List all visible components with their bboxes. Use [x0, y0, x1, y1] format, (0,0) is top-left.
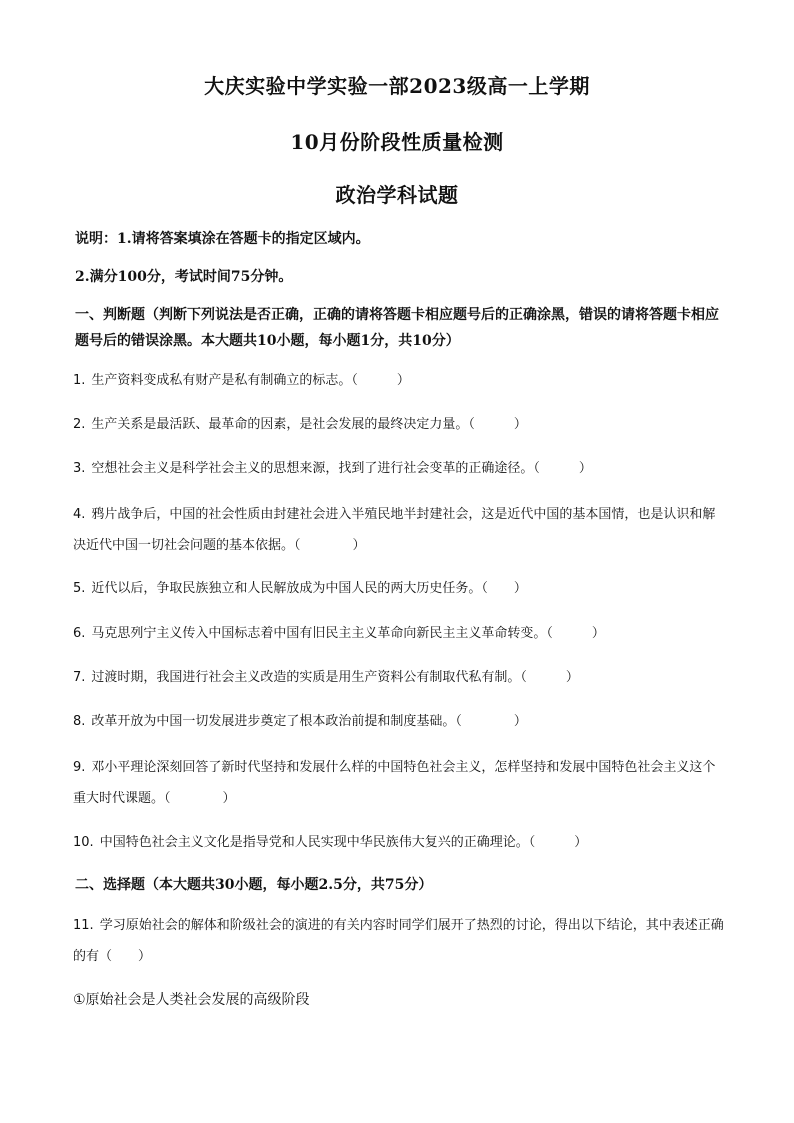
question-item: [73, 706, 725, 737]
question-item: [73, 453, 725, 484]
question-number: 5.: [73, 581, 86, 596]
question-item: [73, 910, 725, 972]
question-text: 邓小平理论深刻回答了新时代坚持和发展什么样的中国特色社会主义，怎样坚持和发展中国特色社会主义这个重大时代课题。（ ）: [73, 760, 716, 806]
question-item: [73, 618, 725, 649]
question-text: 中国特色社会主义文化是指导党和人民实现中华民族伟大复兴的正确理论。（ ）: [99, 835, 588, 850]
instruction-note-2: 2.满分100分，考试时间75分钟。: [75, 269, 293, 285]
question-item: [73, 752, 725, 814]
question-item: [73, 409, 725, 440]
question-number: 2.: [73, 417, 86, 432]
question-item: [73, 365, 725, 396]
question-text: 生产资料变成私有财产是私有制确立的标志。（ ）: [91, 373, 410, 388]
question-number: 7.: [73, 670, 86, 685]
exam-title-subject: 政治学科试题: [335, 183, 459, 207]
question-text: 空想社会主义是科学社会主义的思想来源，找到了进行社会变革的正确途径。（ ）: [91, 461, 592, 476]
question-number: 6.: [73, 626, 86, 641]
question-text: 学习原始社会的解体和阶级社会的演进的有关内容时同学们展开了热烈的讨论，得出以下结论，其中表述正确的有（ ）: [73, 918, 724, 964]
section-1-heading: 一、判断题（判断下列说法是否正确，正确的请将答题卡相应题号后的正确涂黑，错误的请将答题卡相应题号后的错误涂黑。本大题共10小题，每小题1分，共10分）: [75, 307, 719, 349]
question-number: 4.: [73, 507, 86, 522]
question-number: 9.: [73, 760, 86, 775]
question-item: [73, 573, 725, 604]
instruction-note-1: 说明：1.请将答案填涂在答题卡的指定区域内。: [75, 231, 370, 247]
question-text: 鸦片战争后，中国的社会性质由封建社会进入半殖民地半封建社会，这是近代中国的基本国情，也是认识和解决近代中国一切社会问题的基本依据。（ ）: [73, 507, 716, 553]
question-number: 10.: [73, 835, 94, 850]
question-number: 11.: [73, 918, 94, 933]
question-text: 改革开放为中国一切发展进步奠定了根本政治前提和制度基础。（ ）: [91, 714, 527, 729]
exam-title-session: 10月份阶段性质量检测: [290, 130, 504, 154]
question-number: 8.: [73, 714, 86, 729]
answer-option: ①原始社会是人类社会发展的高级阶段: [73, 992, 310, 1008]
question-number: 1.: [73, 373, 86, 388]
question-text: 近代以后，争取民族独立和人民解放成为中国人民的两大历史任务。（ ）: [91, 581, 527, 596]
question-text: 过渡时期，我国进行社会主义改造的实质是用生产资料公有制取代私有制。（ ）: [91, 670, 579, 685]
question-text: 生产关系是最活跃、最革命的因素，是社会发展的最终决定力量。（ ）: [91, 417, 527, 432]
question-item: [73, 499, 725, 561]
section-2-heading: 二、选择题（本大题共30小题，每小题2.5分，共75分）: [75, 877, 433, 893]
question-item: [73, 827, 725, 858]
question-text: 马克思列宁主义传入中国标志着中国有旧民主主义革命向新民主主义革命转变。（ ）: [91, 626, 605, 641]
question-number: 3.: [73, 461, 86, 476]
question-item: [73, 662, 725, 693]
exam-title-school: 大庆实验中学实验一部2023级高一上学期: [204, 74, 590, 98]
